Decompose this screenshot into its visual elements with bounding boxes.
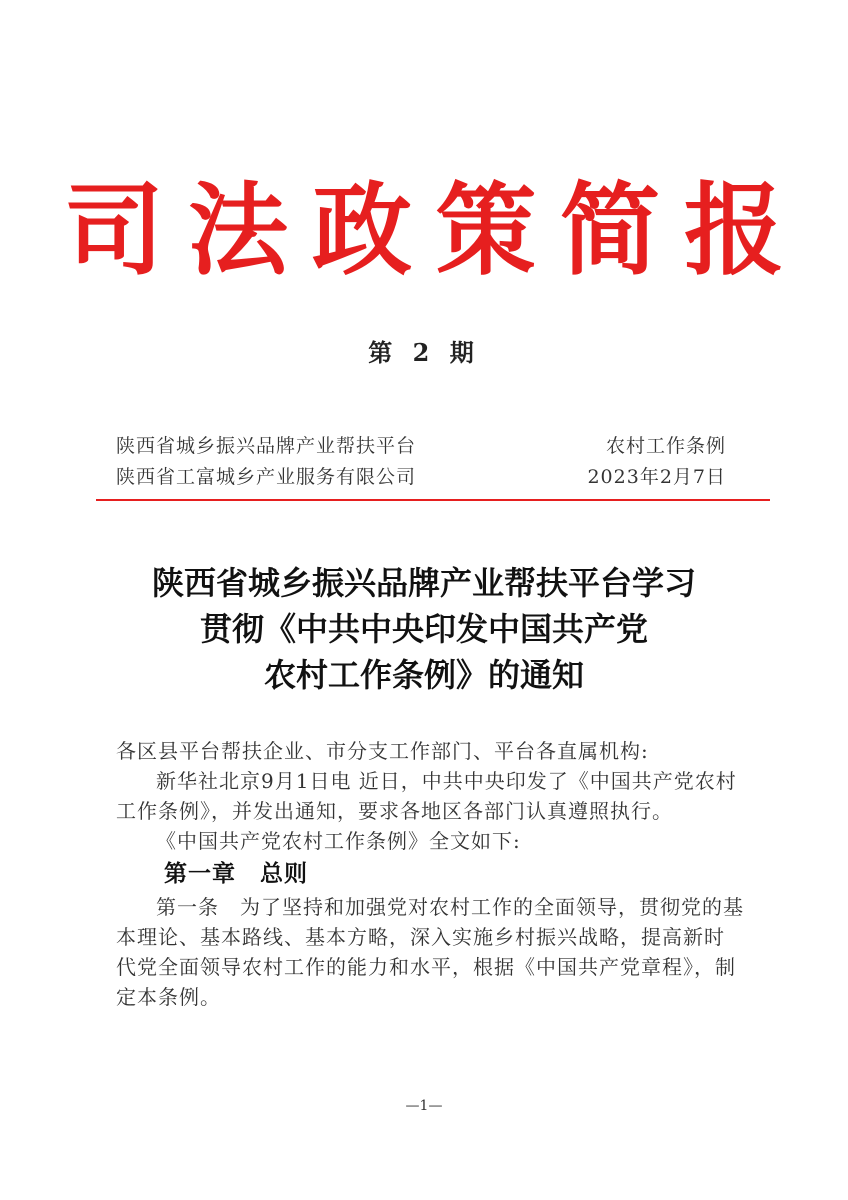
paragraph-news: 新华社北京9月1日电 近日，中共中央印发了《中国共产党农村工作条例》，并发出通知，要求各地区各部门认真遵照执行。 (116, 769, 737, 823)
title-line-2: 贯彻《中共中央印发中国共产党 (199, 610, 648, 648)
chapter-heading (116, 858, 744, 890)
publisher-name: 陕西省城乡振兴品牌产业帮扶平台 (116, 435, 417, 457)
issue-number: 第 2 期 (368, 338, 480, 367)
chapter-number: 第一章 (164, 860, 236, 887)
red-divider (96, 499, 770, 501)
publish-date: 2023年2月7日 (587, 466, 726, 488)
salutation: 各区县平台帮扶企业、市分支工作部门、平台各直属机构: (116, 739, 649, 763)
page-number: —1— (405, 1098, 443, 1114)
topic-label: 农村工作条例 (605, 435, 726, 457)
masthead-title: 司法政策简报 (64, 171, 808, 289)
paragraph-intro: 《中国共产党农村工作条例》全文如下: (156, 829, 521, 853)
article-1: 第一条 为了坚持和加强党对农村工作的全面领导，贯彻党的基本理论、基本路线、基本方略，深入实施乡村振兴战略，提高新时代党全面领导农村工作的能力和水平，根据《中国共产党章程》，制定本条例。 (116, 895, 744, 1009)
company-name: 陕西省工富城乡产业服务有限公司 (116, 466, 417, 488)
document-title (0, 560, 848, 698)
title-line-1: 陕西省城乡振兴品牌产业帮扶平台学习 (151, 564, 696, 602)
document-body (116, 736, 744, 1012)
meta-row-1 (116, 431, 736, 458)
chapter-title: 总则 (260, 860, 308, 887)
title-line-3: 农村工作条例》的通知 (263, 656, 584, 694)
meta-row-2 (116, 462, 736, 489)
